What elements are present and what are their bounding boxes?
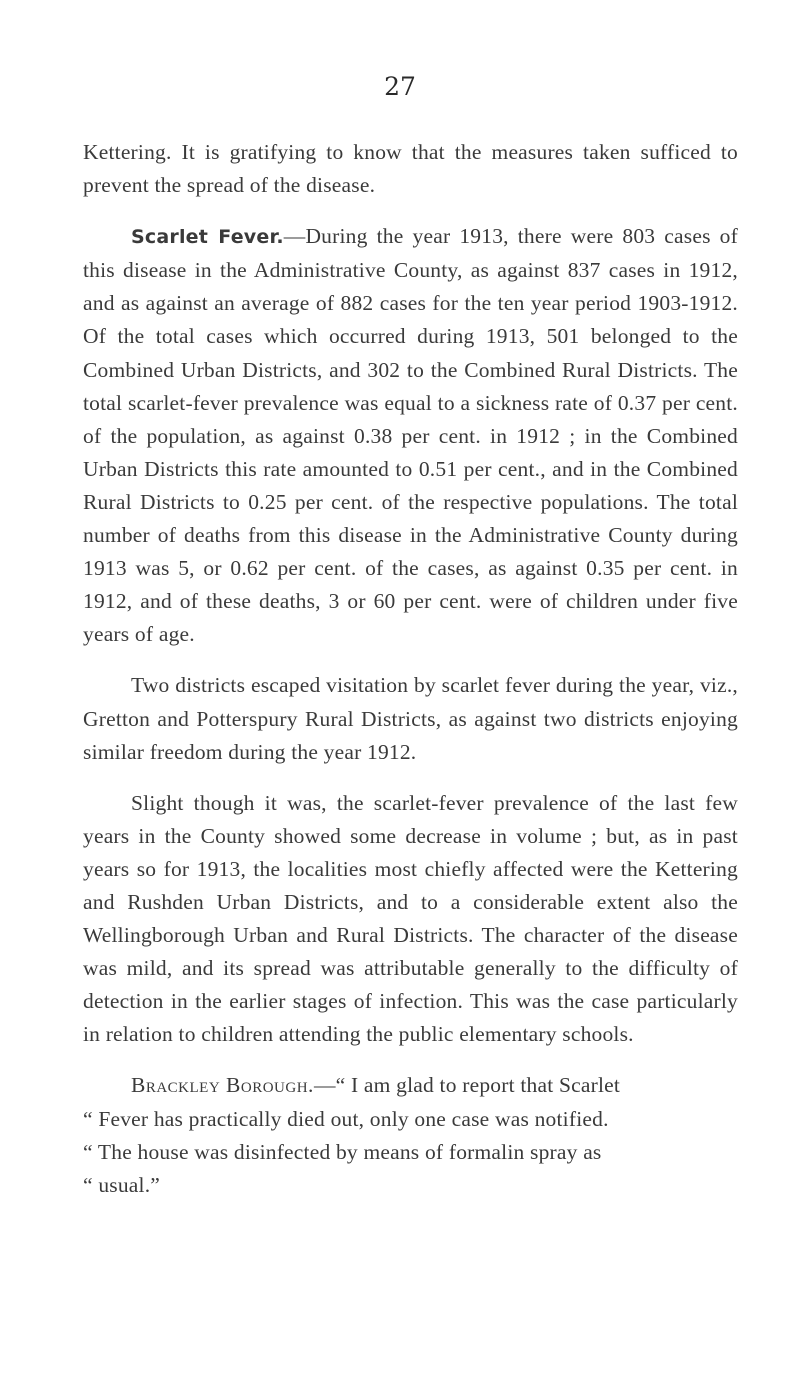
brackley-quote [83,1069,738,1201]
quote-line-1-text: —“ I am glad to report that Scarlet [313,1073,621,1098]
page-number: 27 [384,72,416,101]
paragraph-scarlet-fever [83,220,738,651]
quote-line-3: “ The house was disinfected by means of formalin spray as [83,1139,602,1164]
body-text [83,136,738,1202]
paragraph-kettering: Kettering. It is gratifying to know that the measures taken sufficed to prevent the spread of the disease. [83,140,738,198]
quote-line-4: “ usual.” [83,1172,161,1197]
quote-line-2: “ Fever has practically died out, only one case was notified. [83,1106,609,1131]
brackley-borough-heading: Brackley Borough. [131,1073,314,1098]
quote-line-1 [83,1069,738,1102]
section-heading-scarlet-fever: Scarlet Fever. [131,226,284,249]
paragraph-districts-escaped: Two districts escaped visitation by scarlet fever during the year, viz., Gretton and Potterspury Rural Districts, as against two districts enjoying similar freedom during the year 1912. [83,673,738,764]
paragraph-prevalence: Slight though it was, the scarlet-fever prevalence of the last few years in the County showed some decrease in volume ; but, as in past years so for 1913, the localities most chiefly affected were the Kettering and Rushden Urban Districts, and to a considerable extent also the Wellingborough Urban and Rural Districts. The character of the disease was mild, and its spread was attributable generally to the difficulty of detection in the earlier stages of infection. This was the case particularly in relation to children attending the public elementary schools. [83,790,738,1047]
paragraph-scarlet-fever-body: —During the year 1913, there were 803 cases of this disease in the Administrative County, as against 837 cases in 1912, and as against an average of 882 cases for the ten year period 1903-1912. Of the total cases which occurred during 1913, 501 belonged to the Combined Urban Districts, and 302 to the Combined Rural Districts. The total scarlet-fever prevalence was equal to a sickness rate of 0.37 per cent. of the population, as against 0.38 per cent. in 1912 ; in the Combined Urban Districts this rate amounted to 0.51 per cent., and in the Combined Rural Districts to 0.25 per cent. of the respective populations. The total number of deaths from this disease in the Administrative County during 1913 was 5, or 0.62 per cent. of the cases, as against 0.35 per cent. in 1912, and of these deaths, 3 or 60 per cent. were of children under five years of age. [83,224,738,647]
